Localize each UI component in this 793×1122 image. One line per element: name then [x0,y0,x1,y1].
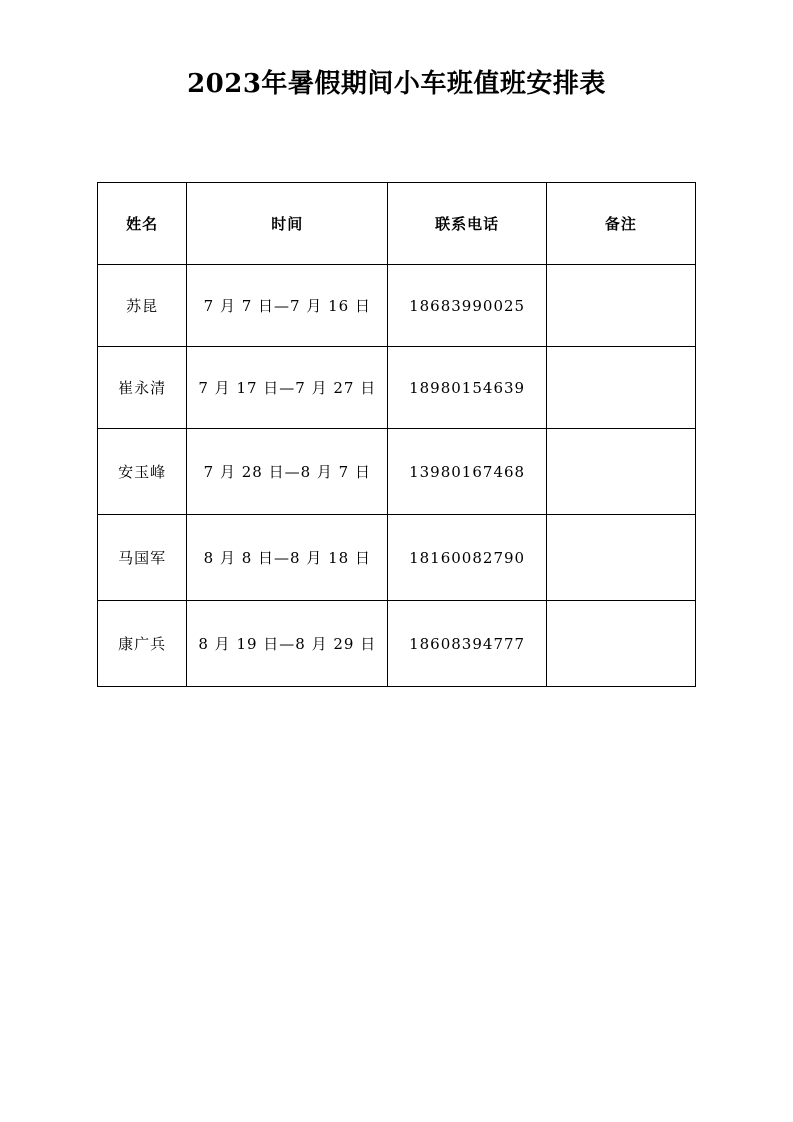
cell-time: 7 月 28 日—8 月 7 日 [187,429,388,515]
cell-phone: 18608394777 [388,601,546,687]
cell-phone: 13980167468 [388,429,546,515]
cell-time: 8 月 19 日—8 月 29 日 [187,601,388,687]
cell-time: 7 月 7 日—7 月 16 日 [187,265,388,347]
cell-note [546,265,695,347]
cell-note [546,347,695,429]
cell-name: 苏昆 [98,265,187,347]
cell-name: 崔永清 [98,347,187,429]
header-time: 时间 [187,183,388,265]
cell-name: 康广兵 [98,601,187,687]
header-phone: 联系电话 [388,183,546,265]
cell-note [546,515,695,601]
cell-name: 马国军 [98,515,187,601]
cell-time: 8 月 8 日—8 月 18 日 [187,515,388,601]
cell-note [546,601,695,687]
table-row [98,347,696,429]
cell-phone: 18980154639 [388,347,546,429]
table-row [98,601,696,687]
cell-name: 安玉峰 [98,429,187,515]
page-title: 2023年暑假期间小车班值班安排表 [187,69,606,99]
cell-time: 7 月 17 日—7 月 27 日 [187,347,388,429]
cell-note [546,429,695,515]
table-row [98,429,696,515]
duty-schedule-table [97,182,696,687]
table-row [98,515,696,601]
cell-phone: 18160082790 [388,515,546,601]
header-name: 姓名 [98,183,187,265]
table-header-row [98,183,696,265]
header-note: 备注 [546,183,695,265]
cell-phone: 18683990025 [388,265,546,347]
table-row [98,265,696,347]
